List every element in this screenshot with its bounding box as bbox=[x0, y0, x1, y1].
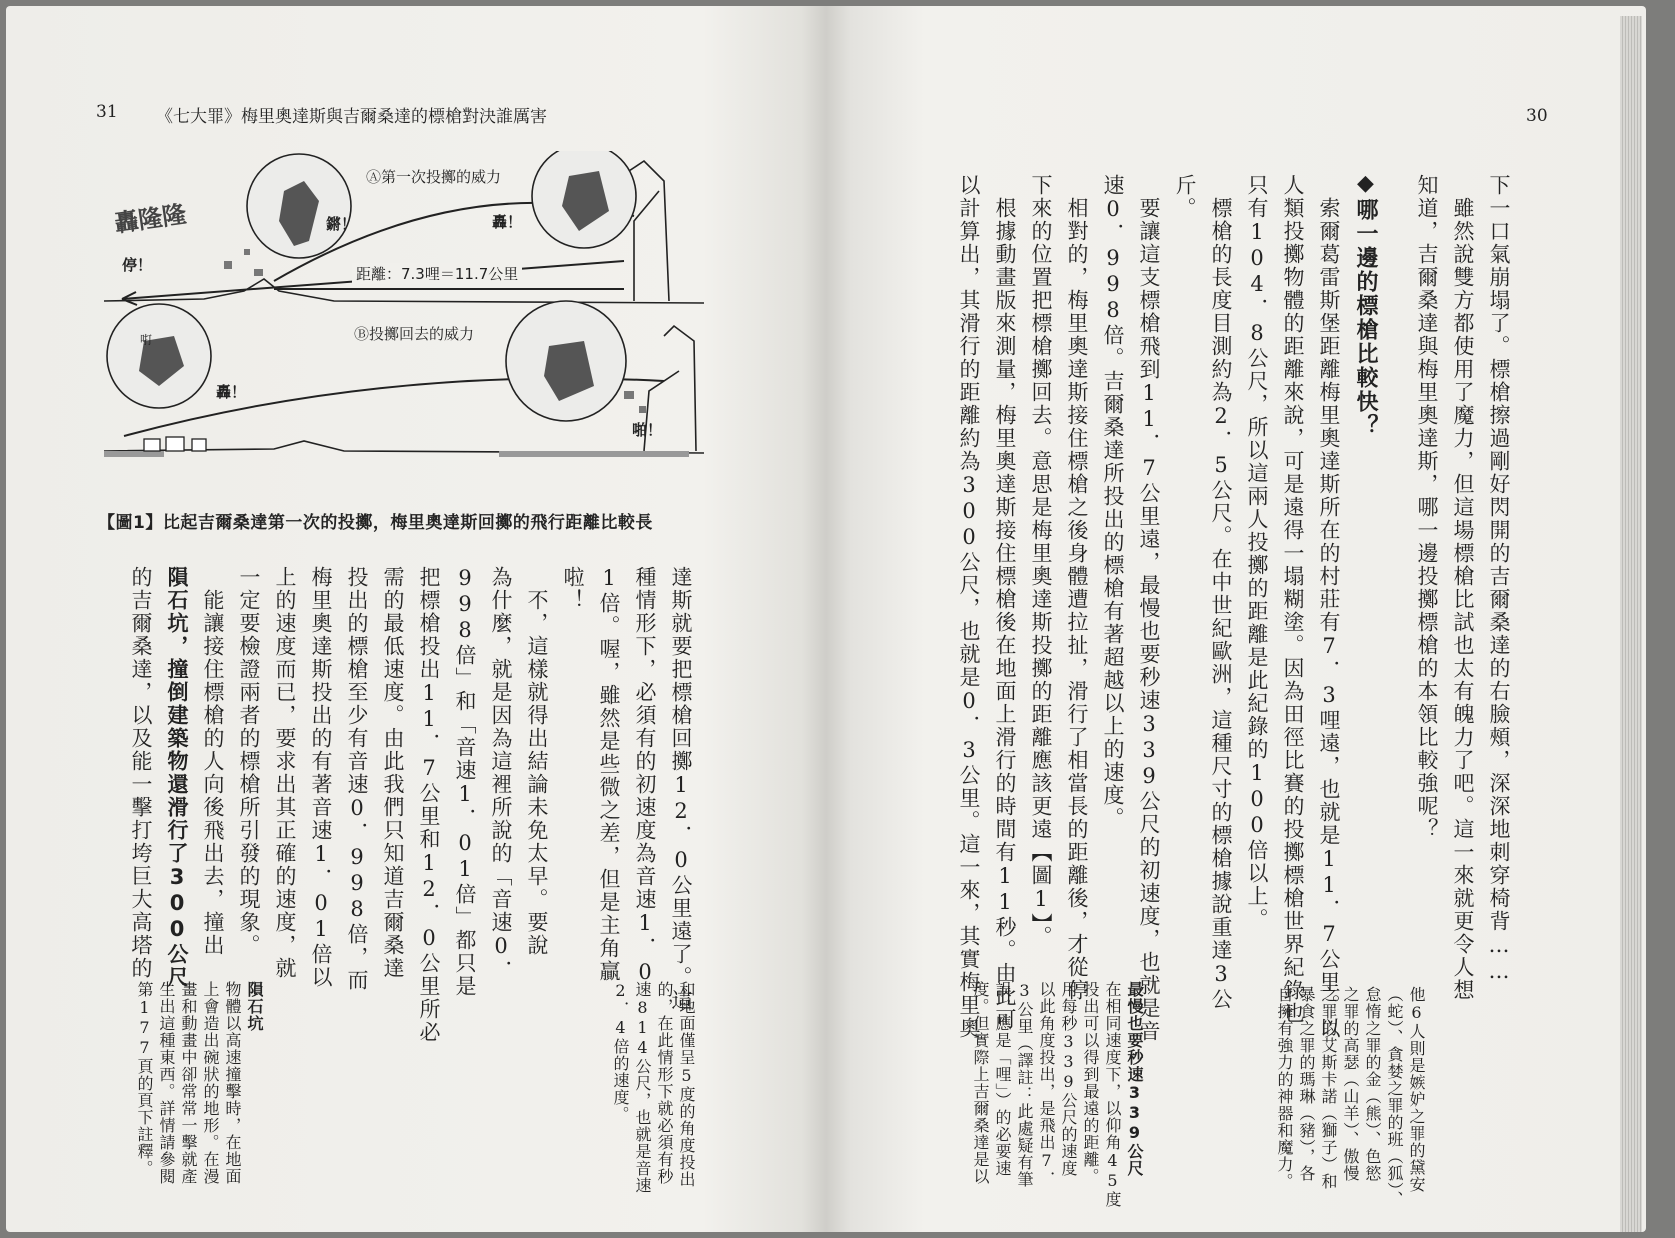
footnote-line: 速814公尺，也就是音速 bbox=[633, 981, 652, 1194]
sfx-boom-1: 轟！ bbox=[492, 213, 523, 231]
sfx-boom-2: 轟！ bbox=[216, 383, 247, 401]
body-column: 隕石坑，撞倒建築物還滑行了300公尺 bbox=[165, 566, 189, 989]
body-column: 為什麼，就是因為這裡所說的「音速0． bbox=[489, 566, 513, 983]
label-distance: 距離：7.3哩＝11.7公里 bbox=[352, 263, 522, 284]
footnote-line: 物體以高速撞擊時，在地面 bbox=[223, 981, 242, 1185]
page-number-left: 31 bbox=[96, 102, 118, 122]
footnote-line: （蛇）、貪婪之罪的班（狐）、 bbox=[1385, 986, 1404, 1208]
page-edge bbox=[1620, 16, 1642, 1232]
sfx-rumble: 轟隆隆 bbox=[112, 200, 188, 238]
footnote-title: 最慢也要秒速339公尺 bbox=[1125, 981, 1144, 1177]
body-column: 相對的，梅里奧達斯接住標槍之後身體遭拉扯，滑行了相當長的距離後，才從停 bbox=[1065, 174, 1089, 1002]
footnote-line: 的，在此情形下就必須有秒 bbox=[655, 981, 674, 1185]
page-number-right: 30 bbox=[1526, 106, 1548, 126]
footnote-line: 自擁有強力的神器和魔力。 bbox=[1275, 986, 1294, 1190]
footnote-line: 畫和動畫中卻常常一擊就產 bbox=[179, 981, 198, 1185]
body-column: 的吉爾桑達，以及能一擊打垮巨大高塔的 bbox=[129, 566, 153, 980]
body-column: 梅里奧達斯投出的有著音速1．01倍以 bbox=[309, 566, 333, 989]
footnote-line: 用每秒339公尺的速度 bbox=[1059, 981, 1078, 1177]
footnote-line: 之罪的高瑟（山羊）、傲慢 bbox=[1341, 986, 1360, 1182]
footnote-line: 度。但實際上吉爾桑達是以 bbox=[971, 981, 990, 1185]
body-column: 以計算出，其滑行的距離約為300公尺，也就是0．3公里。這一來，其實梅里奧 bbox=[957, 174, 981, 1040]
footnote-line: 以此角度投出，是飛出7． bbox=[1037, 981, 1056, 1188]
footnote-line: 第177頁的頁下註釋。 bbox=[135, 981, 154, 1177]
body-column: 斤。 bbox=[1173, 174, 1197, 220]
body-column: 把標槍投出11．7公里和12．0公里所必 bbox=[417, 566, 441, 1044]
running-header: 《七大罪》梅里奧達斯與吉爾桑達的標槍對決誰厲害 bbox=[156, 107, 547, 127]
body-column: 根據動畫版來測量，梅里奧達斯接住標槍後在地面上滑行的時間有11秒。由此可 bbox=[993, 174, 1017, 1031]
footnote-line: 暴食之罪的瑪琳（豬），各 bbox=[1297, 986, 1316, 1182]
body-column: 下來的位置把標槍擲回去。意思是梅里奧達斯投擲的距離應該更遠【圖1】。 bbox=[1029, 174, 1053, 949]
body-column: 啦！ bbox=[561, 566, 585, 612]
sfx-stop: 停！ bbox=[122, 256, 153, 274]
body-column: 需的最低速度。由此我們只知道吉爾桑達 bbox=[381, 566, 405, 980]
section-heading: ◆哪一邊的標槍比較快？ bbox=[1353, 171, 1378, 438]
label-first-throw: Ⓐ第一次投擲的威力 bbox=[366, 168, 502, 186]
body-column: 不，這樣就得出結論未免太早。要說 bbox=[525, 566, 549, 957]
body-column: 知道，吉爾桑達與梅里奧達斯，哪一邊投擲標槍的本領比較強呢？ bbox=[1415, 174, 1439, 841]
footnote-line: 他6人則是嫉妒之罪的黛安 bbox=[1407, 986, 1426, 1193]
footnote-line: 誤，應是「哩」）的必要速 bbox=[993, 981, 1012, 1177]
sfx-pa: 啪！ bbox=[632, 421, 663, 439]
footnote-title: 隕石坑 bbox=[245, 981, 264, 1032]
sfx-clang: 鏘！ bbox=[326, 215, 357, 233]
left-page bbox=[6, 6, 826, 1232]
footnote-line: 在相同速度下，以仰角45度 bbox=[1103, 981, 1122, 1208]
body-column: 上的速度而已，要求出其正確的速度，就 bbox=[273, 566, 297, 980]
footnote-line: 之罪的艾斯卡諾（獅子）和 bbox=[1319, 986, 1338, 1190]
body-column: 1倍。喔，雖然是些微之差，但是主角贏 bbox=[597, 566, 621, 983]
body-column: 種情形下，必須有的初速度為音速1．0 bbox=[633, 566, 657, 986]
right-page bbox=[826, 6, 1646, 1232]
body-column: 只有104．8公尺，所以這兩人投擲的距離是此紀錄的100倍以上。 bbox=[1245, 174, 1269, 931]
figure-1 bbox=[104, 151, 704, 501]
body-column: 下一口氣崩塌了。標槍擦過剛好閃開的吉爾桑達的右臉頰，深深地刺穿椅背…… bbox=[1487, 174, 1511, 985]
body-column: 人類投擲物體的距離來說，可是遠得一塌糊塗。因為田徑比賽的投擲標槍世界紀錄也 bbox=[1281, 174, 1305, 1025]
body-column: 索爾葛雷斯堡距離梅里奧達斯所在的村莊有7．3哩遠，也就是11．7公里。以 bbox=[1317, 174, 1341, 1040]
body-column: 投出的標槍至少有音速0．998倍，而 bbox=[345, 566, 369, 992]
label-return-throw: Ⓑ投擲回去的威力 bbox=[354, 325, 475, 343]
footnote-line: 怠惰之罪的金（熊）、色慾 bbox=[1363, 986, 1382, 1182]
footnote-line: 和地面僅呈5度的角度投出 bbox=[677, 981, 696, 1188]
body-column: 能讓接住標槍的人向後飛出去，撞出 bbox=[201, 566, 225, 957]
body-column: 998倍」和「音速1．01倍」都只是 bbox=[453, 566, 477, 998]
body-column: 一定要檢證兩者的標槍所引發的現象。 bbox=[237, 566, 261, 957]
body-column: 速0．998倍。吉爾桑達所投出的標槍有著超越以上的速度。 bbox=[1101, 174, 1125, 830]
body-column: 要讓這支標槍飛到11．7公里遠，最慢也要秒速339公尺的初速度，也就是音 bbox=[1137, 174, 1161, 1043]
body-column: 標槍的長度目測約為2．5公尺。在中世紀歐洲，這種尺寸的標槍據說重達3公 bbox=[1209, 174, 1233, 1011]
footnote-line: 3公里（譯註：此處疑有筆 bbox=[1015, 981, 1034, 1188]
sfx-ta: 咑 bbox=[140, 333, 153, 347]
footnote-line: 上會造出碗狀的地形。在漫 bbox=[201, 981, 220, 1185]
body-column: 雖然說雙方都使用了魔力，但這場標槍比試也太有魄力了吧。這一來就更令人想 bbox=[1451, 174, 1475, 1002]
footnote-line: 投出可以得到最遠的距離。 bbox=[1081, 981, 1100, 1185]
footnote-line: 生出這種東西。詳情請參閱 bbox=[157, 981, 176, 1185]
footnote-line: 2．4倍的速度。 bbox=[611, 981, 630, 1123]
figure-caption: 【圖1】比起吉爾桑達第一次的投擲，梅里奧達斯回擲的飛行距離比較長 bbox=[98, 513, 653, 533]
body-column: 達斯就要把標槍回擲12．0公里遠了。這 bbox=[669, 566, 693, 1012]
